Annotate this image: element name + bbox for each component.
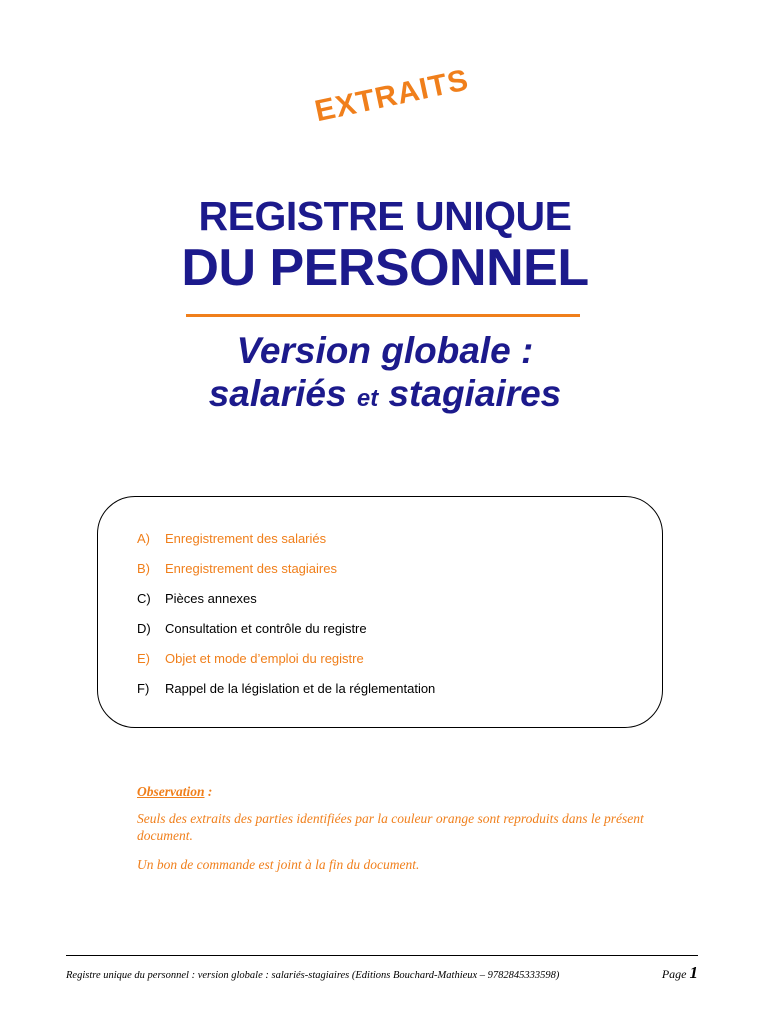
- toc-label: Enregistrement des stagiaires: [165, 561, 337, 576]
- toc-letter: A): [137, 531, 150, 546]
- toc-label: Enregistrement des salariés: [165, 531, 327, 546]
- toc-label: Pièces annexes: [165, 591, 257, 606]
- toc-letter: B): [137, 561, 150, 576]
- title-line-1: REGISTRE UNIQUE: [198, 193, 572, 239]
- subtitle-salaries: salariés: [208, 373, 347, 414]
- toc-item-d: [137, 621, 435, 651]
- orange-divider: [186, 314, 580, 317]
- toc-item-b: [137, 561, 435, 591]
- toc-item-c: [137, 591, 435, 621]
- footer-text: Registre unique du personnel : version globale : salariés-stagiaires (Editions Bouchard-Mathieux – 9782845333598): [66, 970, 560, 981]
- subtitle-line-1: Version globale :: [236, 330, 534, 371]
- observation-paragraph-2: Un bon de commande est joint à la fin du document.: [137, 857, 420, 872]
- toc-item-e: [137, 651, 435, 681]
- title-line-2: DU PERSONNEL: [181, 239, 589, 297]
- page-indicator: Page 1: [661, 963, 698, 982]
- subtitle-stagiaires: stagiaires: [388, 373, 562, 414]
- observation-heading: Observation :: [137, 784, 213, 799]
- observation-paragraph-1: Seuls des extraits des parties identifiées par la couleur orange sont reproduits dans le présent document.: [137, 811, 644, 843]
- extraits-stamp: EXTRAITS: [312, 63, 472, 129]
- observation-block: [137, 783, 697, 873]
- subtitle-line-2: [0, 373, 770, 415]
- toc-item-a: [137, 531, 435, 561]
- toc-label: Rappel de la législation et de la réglementation: [165, 681, 436, 696]
- subtitle-et: et: [356, 385, 379, 412]
- toc-letter: E): [137, 651, 150, 666]
- toc-letter: C): [137, 591, 151, 606]
- toc-label: Consultation et contrôle du registre: [165, 621, 367, 636]
- page-footer: [66, 963, 698, 983]
- footer-rule: [66, 955, 698, 956]
- table-of-contents: [137, 531, 435, 711]
- toc-item-f: [137, 681, 435, 711]
- toc-label: Objet et mode d’emploi du registre: [165, 651, 364, 666]
- page-number: 1: [689, 963, 698, 982]
- toc-letter: F): [137, 681, 150, 696]
- toc-letter: D): [137, 621, 151, 636]
